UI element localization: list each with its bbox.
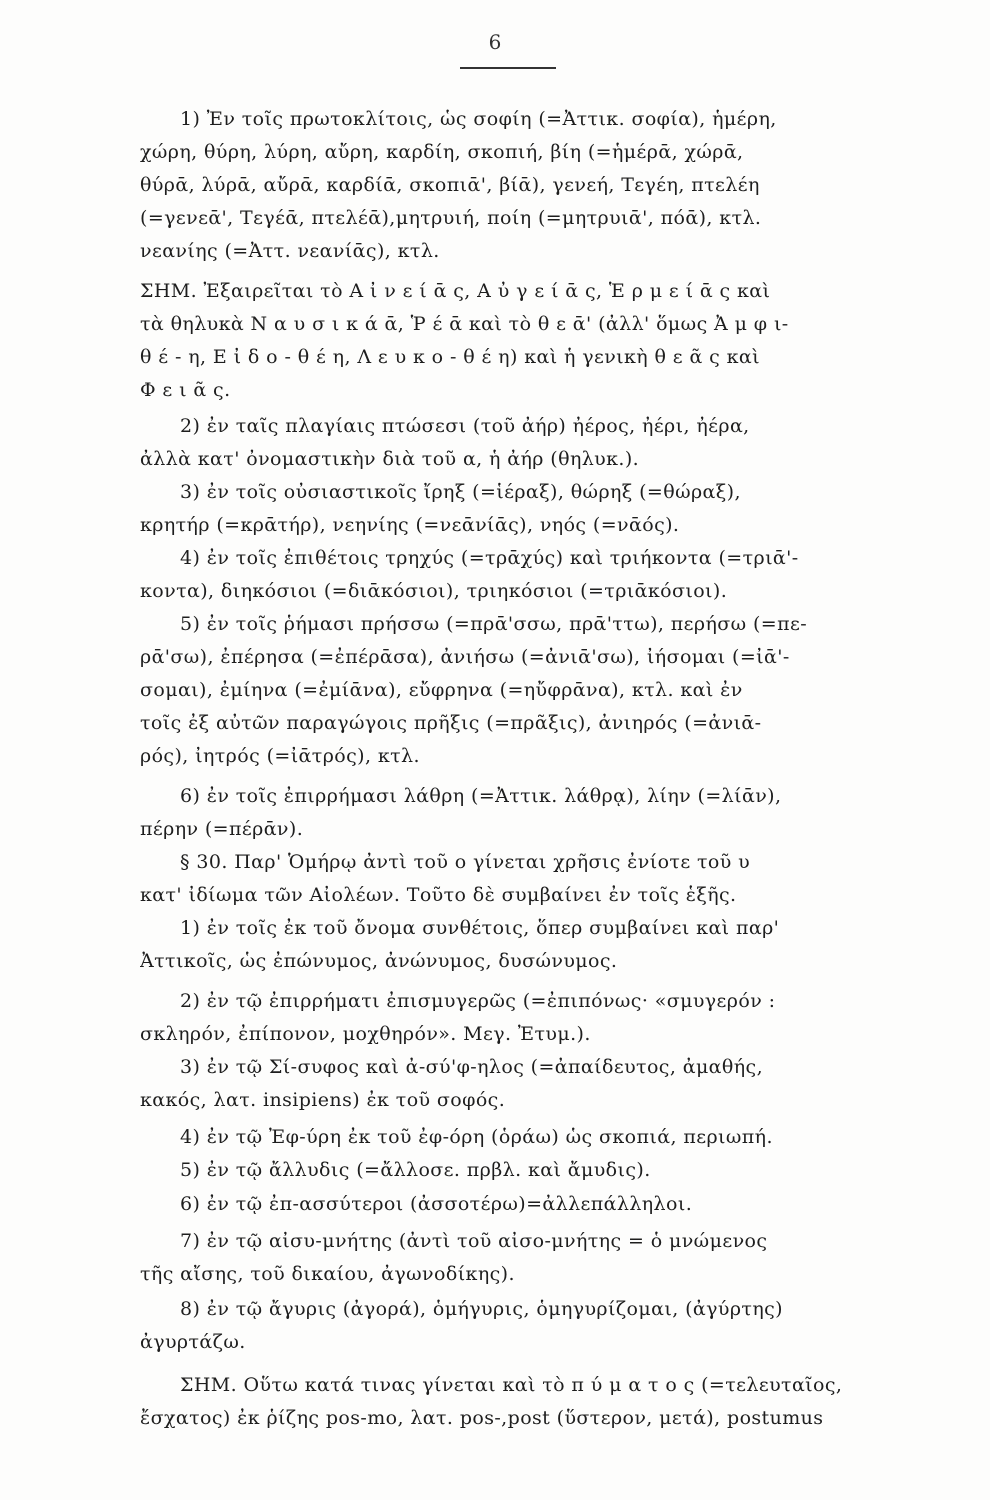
text-line: τοῖς ἐξ αὐτῶν παραγώγοις πρῆξις (=πρᾶξις), ἀνιηρός (=ἀνιᾱ- xyxy=(140,712,762,734)
text-line: θ έ - η, Ε ἰ δ ο - θ έ η, Λ ε υ κ ο - θ έ η) καὶ ἡ γενικὴ θ ε ᾶ ς καὶ xyxy=(140,346,760,368)
text-line: κοντα), διηκόσιοι (=διᾱκόσιοι), τριηκόσιοι (=τριᾱκόσιοι). xyxy=(140,580,728,602)
text-line: 7) ἐν τῷ αἰσυ-μνήτης (ἀντὶ τοῦ αἰσο-μνήτης = ὁ μνώμενος xyxy=(180,1230,768,1252)
text-line: 8) ἐν τῷ ἄγυρις (ἀγορά), ὁμήγυρις, ὁμηγυρίζομαι, (ἀγύρτης) xyxy=(180,1298,783,1320)
text-line: 4) ἐν τοῖς ἐπιθέτοις τρηχύς (=τρᾱχύς) καὶ τριήκοντα (=τριᾱ'- xyxy=(180,547,799,569)
text-line: κακός, λατ. insipiens) ἐκ τοῦ σοφός. xyxy=(140,1089,506,1111)
text-line: ἔσχατος) ἐκ ῥίζης pos-mo, λατ. pos-,post (ὕστερον, μετά), postumus xyxy=(140,1407,824,1429)
text-line: (=γενεᾱ', Τεγέᾱ, πτελέᾱ),μητρυιή, ποίη (=μητρυιᾱ', πόᾱ), κτλ. xyxy=(140,207,762,229)
text-line: χώρη, θύρη, λύρη, αὔρη, καρδίη, σκοπιή, βίη (=ἡμέρᾱ, χώρᾱ, xyxy=(140,141,744,163)
text-line: 3) ἐν τοῖς οὐσιαστικοῖς ἴρηξ (=ἱέραξ), θώρηξ (=θώραξ), xyxy=(180,481,741,503)
text-line: ἀγυρτάζω. xyxy=(140,1331,246,1353)
text-line: ρᾱ'σω), ἐπέρησα (=ἐπέρᾱσα), ἀνιήσω (=ἀνιᾱ'σω), ἰήσομαι (=ἰᾱ'- xyxy=(140,646,790,668)
section-heading: § 30. Παρ' Ὁμήρῳ ἀντὶ τοῦ ο γίνεται χρῆσις ἐνίοτε τοῦ υ xyxy=(180,851,751,873)
text-line: 1) ἐν τοῖς ἐκ τοῦ ὄνομα συνθέτοις, ὅπερ συμβαίνει καὶ παρ' xyxy=(180,917,780,939)
text-line: τὰ θηλυκὰ Ν α υ σ ι κ ά ᾱ, Ῥ έ ᾱ καὶ τὸ θ ε ᾱ' (ἀλλ' ὅμως Ἀ μ φ ι- xyxy=(140,313,789,335)
page-number: 6 xyxy=(488,30,502,54)
text-line: 6) ἐν τοῖς ἐπιρρήμασι λάθρη (=Ἀττικ. λάθρᾳ), λίην (=λίᾱν), xyxy=(180,785,782,807)
text-line: 2) ἐν τῷ ἐπιρρήματι ἐπισμυγερῶς (=ἐπιπόνως· «σμυγερόν : xyxy=(180,990,776,1012)
text-line: ρός), ἰητρός (=ἰᾱτρός), κτλ. xyxy=(140,745,420,767)
text-line: κρητήρ (=κρᾱτήρ), νεηνίης (=νεᾱνίᾱς), νηός (=νᾱός). xyxy=(140,514,680,536)
text-line: 6) ἐν τῷ ἐπ-ασσύτεροι (ἀσσοτέρω)=ἀλλεπάλληλοι. xyxy=(180,1193,693,1215)
text-line: 5) ἐν τοῖς ῥήμασι πρήσσω (=πρᾱ'σσω, πρᾱ'ττω), περήσω (=πε- xyxy=(180,613,808,635)
text-line: Φ ε ι ᾶ ς. xyxy=(140,379,231,401)
text-line: νεανίης (=Ἀττ. νεανίᾱς), κτλ. xyxy=(140,240,440,262)
text-line: Ἀττικοῖς, ὡς ἐπώνυμος, ἀνώνυμος, δυσώνυμος. xyxy=(140,950,618,972)
text-line: 3) ἐν τῷ Σί-συφος καὶ ἀ-σύ'φ-ηλος (=ἀπαίδευτος, ἀμαθής, xyxy=(180,1056,764,1078)
text-line: τῆς αἴσης, τοῦ δικαίου, ἀγωνοδίκης). xyxy=(140,1263,515,1285)
header-rule xyxy=(460,67,556,69)
text-line: κατ' ἰδίωμα τῶν Αἰολέων. Τοῦτο δὲ συμβαίνει ἐν τοῖς ἑξῆς. xyxy=(140,884,737,906)
text-line: 1) Ἐν τοῖς πρωτοκλίτοις, ὡς σοφίη (=Ἀττικ. σοφία), ἡμέρη, xyxy=(180,108,777,130)
text-line: 5) ἐν τῷ ἄλλυδις (=ἄλλοσε. πρβλ. καὶ ἄμυδις). xyxy=(180,1159,651,1181)
text-line: 2) ἐν ταῖς πλαγίαις πτώσεσι (τοῦ ἀήρ) ἠέρος, ἠέρι, ἠέρα, xyxy=(180,415,750,437)
text-line: ἀλλὰ κατ' ὀνομαστικὴν διὰ τοῦ α, ἡ ἀήρ (θηλυκ.). xyxy=(140,448,640,470)
text-line: ΣΗΜ. Ἐξαιρεῖται τὸ Α ἰ ν ε ί ᾱ ς, Α ὐ γ ε ί ᾱ ς, Ἑ ρ μ ε ί ᾱ ς καὶ xyxy=(140,280,771,302)
text-line: ΣΗΜ. Οὕτω κατά τινας γίνεται καὶ τὸ π ύ μ α τ ο ς (=τελευταῖος, xyxy=(180,1374,843,1396)
text-line: πέρην (=πέρᾱν). xyxy=(140,818,304,840)
text-line: 4) ἐν τῷ Ἐφ-ύρη ἐκ τοῦ ἐφ-όρη (ὁράω) ὡς σκοπιά, περιωπή. xyxy=(180,1126,773,1148)
text-line: σομαι), ἐμίηνα (=ἐμίᾱνα), εὔφρηνα (=ηὔφρᾱνα), κτλ. καὶ ἐν xyxy=(140,679,743,701)
text-line: θύρᾱ, λύρᾱ, αὔρᾱ, καρδίᾱ, σκοπιᾱ', βίᾱ), γενεή, Τεγέη, πτελέη xyxy=(140,174,760,196)
text-line: σκληρόν, ἐπίπονον, μοχθηρόν». Μεγ. Ἐτυμ.). xyxy=(140,1023,591,1045)
